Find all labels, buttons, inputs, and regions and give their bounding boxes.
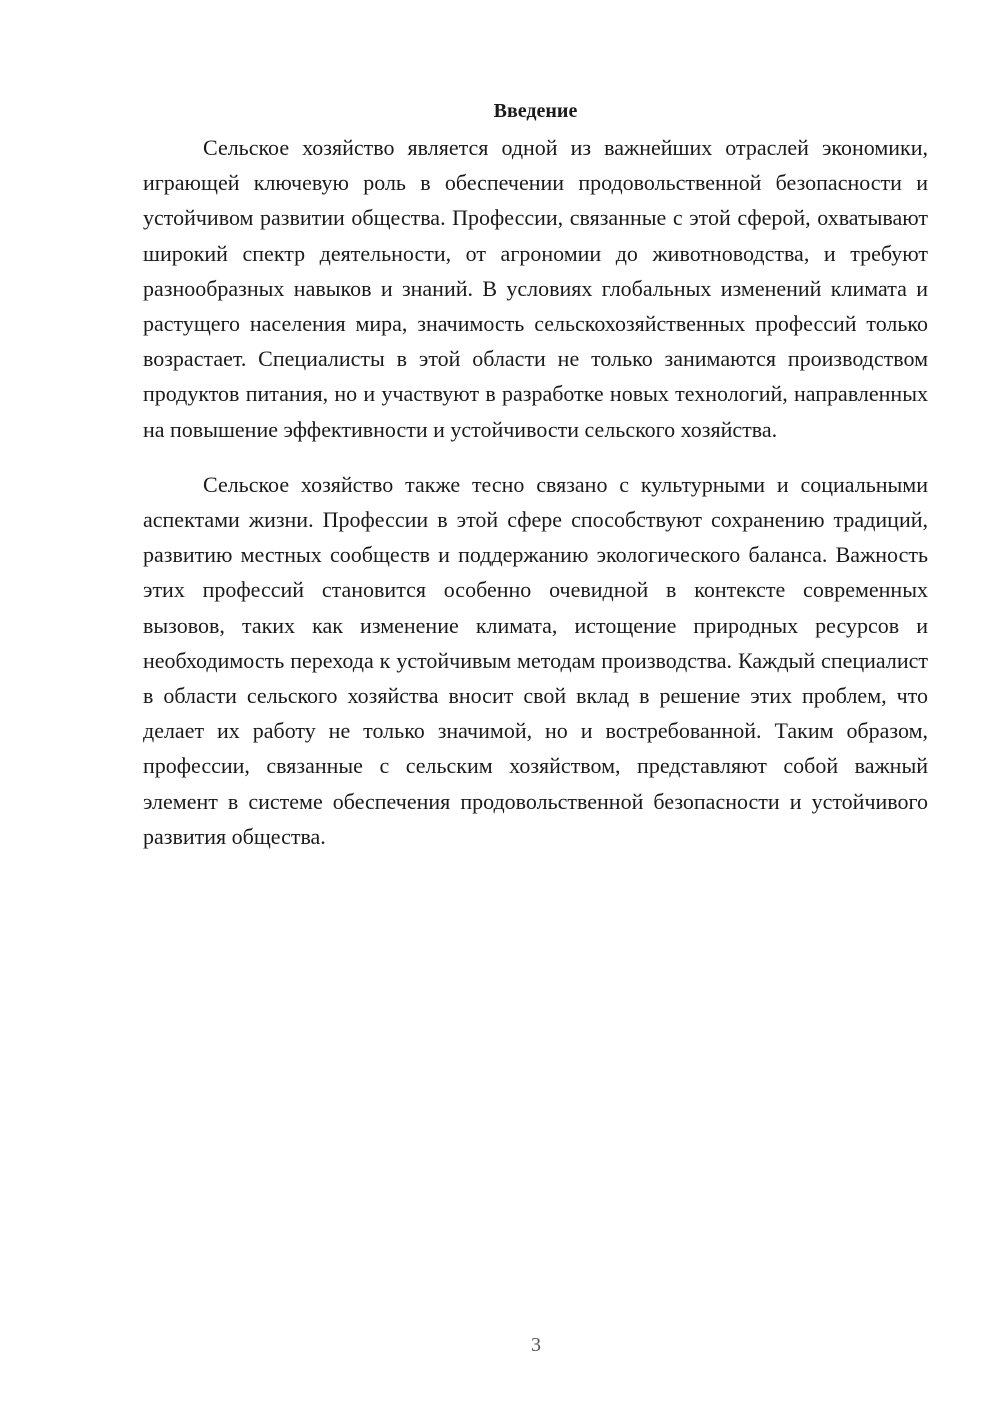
paragraph-1: Сельское хозяйство является одной из важнейших отраслей экономики, играющей ключевую роль в обеспечении продовольственной безопасности и устойчивом развитии общества. Профессии, связанные с этой сферой, охватывают широкий спектр деятельности, от агрономии до животноводства, и требуют разнообразных навыков и знаний. В условиях глобальных изменений климата и растущего населения мира, значимость сельскохозяйственных профессий только возрастает. Специалисты в этой области не только занимаются производством продуктов питания, но и участвуют в разработке новых технологий, направленных на повышение эффективности и устойчивости сельского хозяйства. — [143, 135, 928, 442]
paragraph-2: Сельское хозяйство также тесно связано с культурными и социальными аспектами жизни. Профессии в этой сфере способствуют сохранению традиций, развитию местных сообществ и поддержанию экологического баланса. Важность этих профессий становится особенно очевидной в контексте современных вызовов, таких как изменение климата, истощение природных ресурсов и необходимость перехода к устойчивым методам производства. Каждый специалист в области сельского хозяйства вносит свой вклад в решение этих проблем, что делает их работу не только значимой, но и востребованной. Таким образом, профессии, связанные с сельским хозяйством, представляют собой важный элемент в системе обеспечения продовольственной безопасности и устойчивого развития общества. — [143, 471, 928, 849]
page-content — [143, 96, 928, 854]
page-number: 3 — [531, 1334, 541, 1356]
section-title: Введение — [493, 100, 578, 122]
